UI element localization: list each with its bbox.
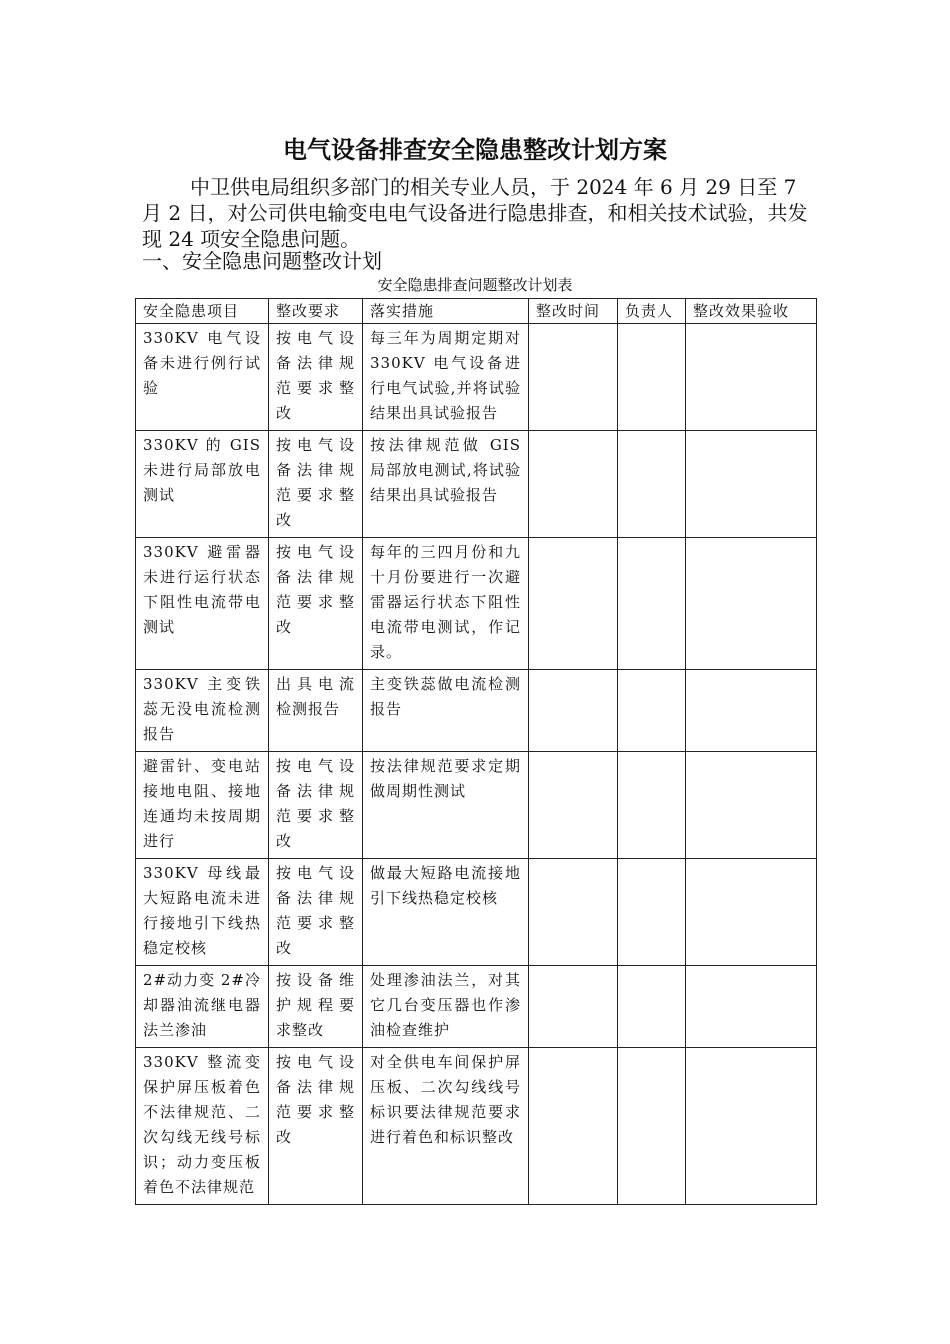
cell-hazard-item: 330KV 整流变保护屏压板着色不法律规范、二次勾线无线号标识；动力变压板着色不法律规范 <box>136 1048 269 1205</box>
table-row <box>136 538 817 670</box>
cell-owner <box>618 966 686 1048</box>
table-header-row <box>136 299 817 324</box>
cell-requirement: 按电气设备法律规范要求整改 <box>269 538 363 670</box>
section-heading: 一、安全隐患问题整改计划 <box>142 249 382 273</box>
table-row <box>136 859 817 966</box>
header-measures: 落实措施 <box>363 299 529 324</box>
cell-measure: 做最大短路电流接地引下线热稳定校核 <box>363 859 529 966</box>
cell-requirement: 按电气设备法律规范要求整改 <box>269 431 363 538</box>
cell-time <box>529 966 618 1048</box>
cell-measure: 主变铁蕊做电流检测报告 <box>363 670 529 752</box>
cell-owner <box>618 431 686 538</box>
cell-owner <box>618 1048 686 1205</box>
cell-acceptance <box>686 538 817 670</box>
cell-time <box>529 1048 618 1205</box>
cell-measure: 按法律规范做 GIS 局部放电测试,将试验结果出具试验报告 <box>363 431 529 538</box>
table-caption: 安全隐患排查问题整改计划表 <box>377 276 573 294</box>
header-acceptance: 整改效果验收 <box>686 299 817 324</box>
cell-measure: 处理渗油法兰，对其它几台变压器也作渗油检查维护 <box>363 966 529 1048</box>
cell-owner <box>618 670 686 752</box>
header-requirement: 整改要求 <box>269 299 363 324</box>
cell-time <box>529 670 618 752</box>
cell-requirement: 按电气设备法律规范要求整改 <box>269 752 363 859</box>
table-row <box>136 324 817 431</box>
cell-acceptance <box>686 431 817 538</box>
cell-acceptance <box>686 324 817 431</box>
table-row <box>136 752 817 859</box>
cell-requirement: 按设备维护规程要求整改 <box>269 966 363 1048</box>
header-responsible-person: 负责人 <box>618 299 686 324</box>
cell-measure: 对全供电车间保护屏压板、二次勾线线号标识要法律规范要求进行着色和标识整改 <box>363 1048 529 1205</box>
cell-time <box>529 859 618 966</box>
table-row <box>136 966 817 1048</box>
cell-hazard-item: 2#动力变 2#冷却器油流继电器法兰渗油 <box>136 966 269 1048</box>
cell-hazard-item: 330KV 的 GIS 未进行局部放电测试 <box>136 431 269 538</box>
cell-acceptance <box>686 859 817 966</box>
cell-time <box>529 324 618 431</box>
cell-owner <box>618 859 686 966</box>
cell-owner <box>618 324 686 431</box>
cell-acceptance <box>686 966 817 1048</box>
cell-owner <box>618 752 686 859</box>
cell-hazard-item: 330KV 避雷器未进行运行状态下阻性电流带电测试 <box>136 538 269 670</box>
header-rectification-time: 整改时间 <box>529 299 618 324</box>
cell-time <box>529 752 618 859</box>
cell-requirement: 出具电流检测报告 <box>269 670 363 752</box>
table-row <box>136 431 817 538</box>
cell-requirement: 按电气设备法律规范要求整改 <box>269 859 363 966</box>
document-title: 电气设备排查安全隐患整改计划方案 <box>283 135 667 164</box>
cell-time <box>529 431 618 538</box>
cell-acceptance <box>686 1048 817 1205</box>
table-row <box>136 670 817 752</box>
cell-requirement: 按电气设备法律规范要求整改 <box>269 1048 363 1205</box>
cell-requirement: 按电气设备法律规范要求整改 <box>269 324 363 431</box>
header-hazard-item: 安全隐患项目 <box>136 299 269 324</box>
cell-acceptance <box>686 752 817 859</box>
cell-measure: 按法律规范要求定期做周期性测试 <box>363 752 529 859</box>
rectification-plan-table <box>135 298 817 1205</box>
intro-paragraph: 中卫供电局组织多部门的相关专业人员，于 2024 年 6 月 29 日至 7 月 2 日，对公司供电输变电电气设备进行隐患排查，和相关技术试验，共发现 24 项安全隐患问题。 <box>142 175 808 251</box>
cell-hazard-item: 避雷针、变电站接地电阻、接地连通均未按周期进行 <box>136 752 269 859</box>
table-row <box>136 1048 817 1205</box>
cell-hazard-item: 330KV 电气设备未进行例行试验 <box>136 324 269 431</box>
cell-owner <box>618 538 686 670</box>
cell-measure: 每三年为周期定期对 330KV 电气设备进行电气试验,并将试验结果出具试验报告 <box>363 324 529 431</box>
cell-hazard-item: 330KV 主变铁蕊无没电流检测报告 <box>136 670 269 752</box>
cell-measure: 每年的三四月份和九十月份要进行一次避雷器运行状态下阻性电流带电测试，作记录。 <box>363 538 529 670</box>
cell-hazard-item: 330KV 母线最大短路电流未进行接地引下线热稳定校核 <box>136 859 269 966</box>
cell-time <box>529 538 618 670</box>
cell-acceptance <box>686 670 817 752</box>
